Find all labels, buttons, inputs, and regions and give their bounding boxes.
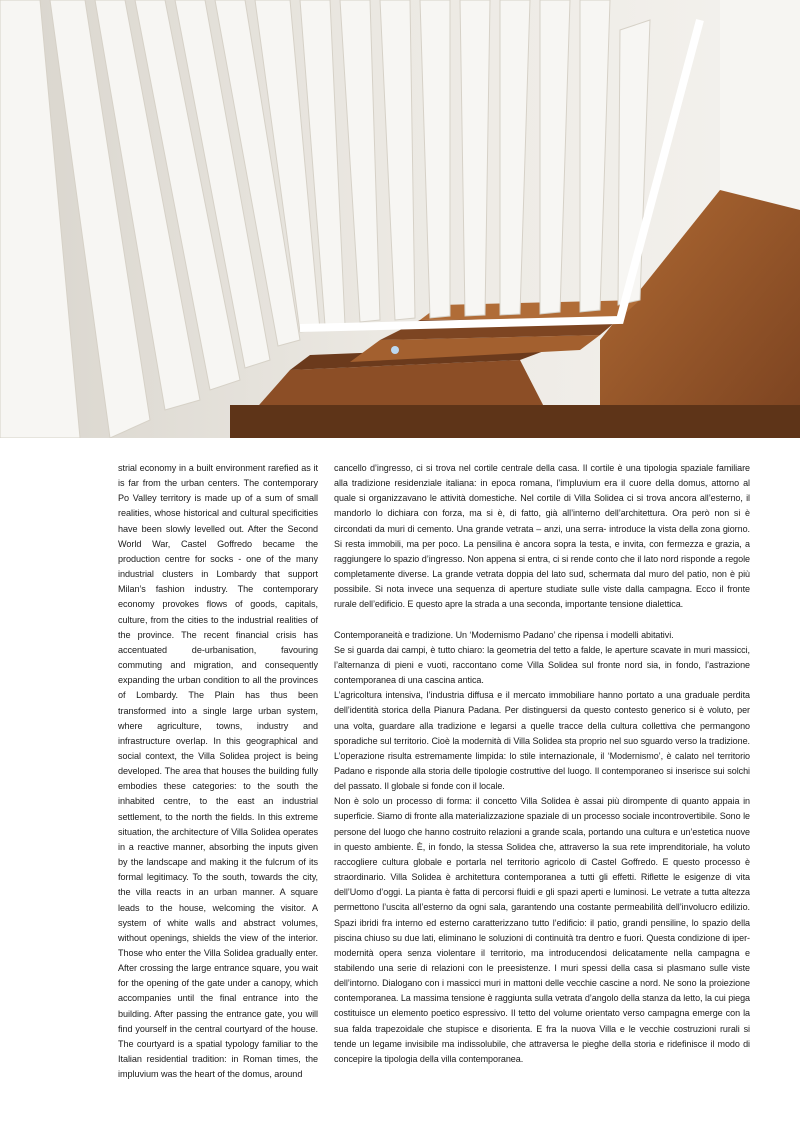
wall-light bbox=[391, 346, 399, 354]
italian-paragraph-4: Non è solo un processo di forma: il concetto Villa Solidea è assai più dirompente di quanto appaia in superficie. Siamo di fronte alla materializzazione spaziale di un processo sociale incontrovertibile. Sono le persone del luogo che hanno costruito relazioni a grande scala, portando una cultura e un’estetica nuove in questo ambiente. È, in fondo, la stessa Solidea che, attraverso la sua rete imprenditoriale, ha voluto raccogliere cultura globale e portarla nel territorio agricolo di Castel Goffredo. E questo processo è straordinario. Villa Solidea è architettura contemporanea a tutti gli effetti. Riflette le esigenze di vita dell’Uomo d’oggi. La pianta è fatta di percorsi fluidi e gli spazi aperti e luminosi. Le vetrate a tutta altezza permettono l’uscita all’esterno da ogni sala, garantendo una costante permeabilità dell’involucro edilizio. Spazi ibridi fra interno ed esterno caratterizzano tutto l’edificio: il patio, grandi pensiline, lo spazio della piscina chiuso su due lati, eliminano le soluzioni di continuità tra dentro e fuori. Questa condizione di iper-modernità opera senza violentare il territorio, ma introducendosi delicatamente nella campagna e stabilendo una serie di relazioni con le preesistenze. I muri spessi della casa si plasmano sulle viste dell’intorno. Dialogano con i massicci muri in mattoni delle vecchie cascine a nord. Ne sono la proiezione contemporanea. La massima tensione è raggiunta sulla vetrata d’angolo della stanza da letto, la cui piega costituisce un elemento poetico espressivo. Il tetto del volume orientato verso campagna emerge con la sua falda trapezoidale che stupisce e disorienta. E fra la nuova Villa e le vecchie costruzioni rurali si tende un legame invisibile ma indissolubile, che attraversa le pieghe della storia e ridefinisce il modo di concepire la tipologia della villa contemporanea. bbox=[334, 796, 750, 1064]
section-heading: Contemporaneità e tradizione. Un ‘Modernismo Padano’ che ripensa i modelli abitativi. bbox=[334, 629, 674, 640]
english-paragraph: strial economy in a built environment rarefied as it is far from the urban centers. The contemporary Po Valley territory is made up of a sum of small realities, whose historical and cultural specificities have been slowly levelled out. After the Second World War, Castel Goffredo became the production centre for socks - one of the many industrial clusters in Lombardy that support Milan’s fashion industry. The contemporary economy provokes flows of goods, capitals, culture, from the cities to the industrial realities of the province. The recent financial crisis has accentuated de-urbanisation, favouring commuting and migration, and consequently expanding the urban condition to all the provinces of Lombardy. The Plain has thus been transformed into a single large urban system, where agriculture, towns, industry and infrastructure overlap. In this geographical and social context, the Villa Solidea project is being developed. The area that houses the building fully embodies these categories: to the south the inhabited centre, to the east an industrial settlement, to the north the fields. In this extreme situation, the architecture of Villa Solidea operates in a reactive manner, absorbing the inputs given by the landscape and making it the fulcrum of its formal legitimacy. To the south, towards the city, the villa reacts in an urban manner. A square leads to the house, welcoming the visitor. A system of white walls and abstract volumes, without openings, shields the view of the interior. Those who enter the Villa Solidea gradually enter. After crossing the large entrance square, you wait for the opening of the gate under a canopy, which accompanies until the final entrance into the building. After passing the entrance gate, you will find yourself in the central courtyard of the house. The courtyard is a spatial typology familiar to the Italian residential tradition: in Roman times, the impluvium was the heart of the domus, around bbox=[118, 463, 318, 1080]
italian-paragraph-1: cancello d’ingresso, ci si trova nel cortile centrale della casa. Il cortile è una tipologia spaziale familiare alla tradizione residenziale italiana: in epoca romana, l’impluvium era il cuore della domus, attorno al quale si organizzavano le attività domestiche. Nel cortile di Villa Solidea ci si trova ancora all’esterno, il mandorlo lo dichiara con forza, ma si è, di fatto, già all’interno dell’architettura. Ora però non si è circondati da muri di cemento. Una grande vetrata – anzi, una serra- introduce la vista della zona giorno. Si resta immobili, ma per poco. La pensilina è ancora sopra la testa, e invita, con fermezza e grazia, a raggiungere lo spazio d’ingresso. Non appena si entra, ci si rende conto che il lato nord risponde a regole completamente diverse. La grande vetrata doppia del lato sud, schermata dal muro del patio, non è più possibile. Si nota invece una sequenza di aperture studiate sulle viste dalla campagna. Ecco il fronte rurale dell’edificio. E questo apre la strada a una seconda, importante tensione dialettica. bbox=[334, 463, 750, 610]
italian-paragraph-3: L’agricoltura intensiva, l’industria diffusa e il mercato immobiliare hanno portato a una graduale perdita dell’identità storica della Pianura Padana. Per distinguersi da questo contesto generico si è voluto, per una volta, guardare alla tradizione e legarsi a quelle tracce della cultura collettiva che permangono sporadiche sul territorio. Cioè la modernità di Villa Solidea sta proprio nel suo sguardo verso la tradizione. L’operazione risulta estremamente limpida: lo stile internazionale, il ‘Modernismo’, è calato nel territorio Padano e risponde alla storia delle tipologie costruttive del luogo. Il contemporaneo si inserisce sui solchi del passato. Il globale si fonde con il locale. bbox=[334, 690, 750, 792]
staircase-photo bbox=[0, 0, 800, 438]
italian-text-column bbox=[334, 461, 750, 1067]
english-text-column bbox=[118, 461, 318, 1082]
staircase-illustration bbox=[0, 0, 800, 438]
italian-paragraph-2: Se si guarda dai campi, è tutto chiaro: la geometria del tetto a falde, le aperture scavate in muri massicci, l’alternanza di pieni e vuoti, raccontano come Villa Solidea sul fronte nord sia, in fondo, l’astrazione contemporanea di una cascina antica. bbox=[334, 644, 750, 686]
right-wall bbox=[720, 0, 800, 210]
